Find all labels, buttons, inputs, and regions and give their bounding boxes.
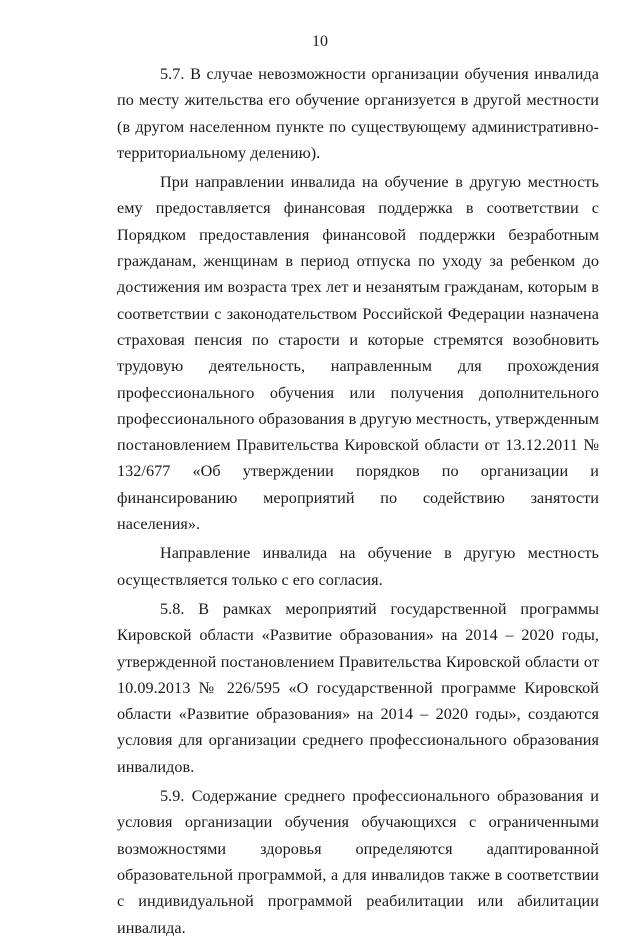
paragraph-5-9: 5.9. Содержание среднего профессионального образования и условия организации обучения обучающихся с ограниченными возможностями здоровья определяются адаптированной образовательной программой, а для инвалидов также в соответствии с индивидуальной программой реабилитации или абилитации инвалида. [117,787,599,937]
paragraph-consent: Направление инвалида на обучение в другую местность осуществляется только с его согласия. [117,544,599,589]
paragraph-5-8: 5.8. В рамках мероприятий государственной программы Кировской области «Развитие образования» на 2014 – 2020 годы, утвержденной постановлением Правительства Кировской области от 10.09.2013 № 226/595 «О государственной программе Кировской области «Развитие образования» на 2014 – 2020 годы», создаются условия для организации среднего профессионального образования инвалидов. [117,599,599,776]
paragraph-5-7: 5.7. В случае невозможности организации обучения инвалида по месту жительства его обучение организуется в другой местности (в другом населенном пункте по существующему административно-территориальному делению). [117,65,599,162]
page-number: 10 [312,33,328,50]
document-body [117,61,599,941]
paragraph-relocation-support: При направлении инвалида на обучение в другую местность ему предоставляется финансовая поддержка в соответствии с Порядком предоставления финансовой поддержки безработным гражданам, женщинам в период отпуска по уходу за ребенком до достижения им возраста трех лет и незанятым гражданам, которым в соответствии с законодательством Российской Федерации назначена страховая пенсия по старости и которые стремятся возобновить трудовую деятельность, направленным для прохождения профессионального обучения или получения дополнительного профессионального образования в другую местность, утвержденным постановлением Правительства Кировской области от 13.12.2011 № 132/677 «Об утверждении порядков по организации и финансированию мероприятий по содействию занятости населения». [117,173,599,534]
